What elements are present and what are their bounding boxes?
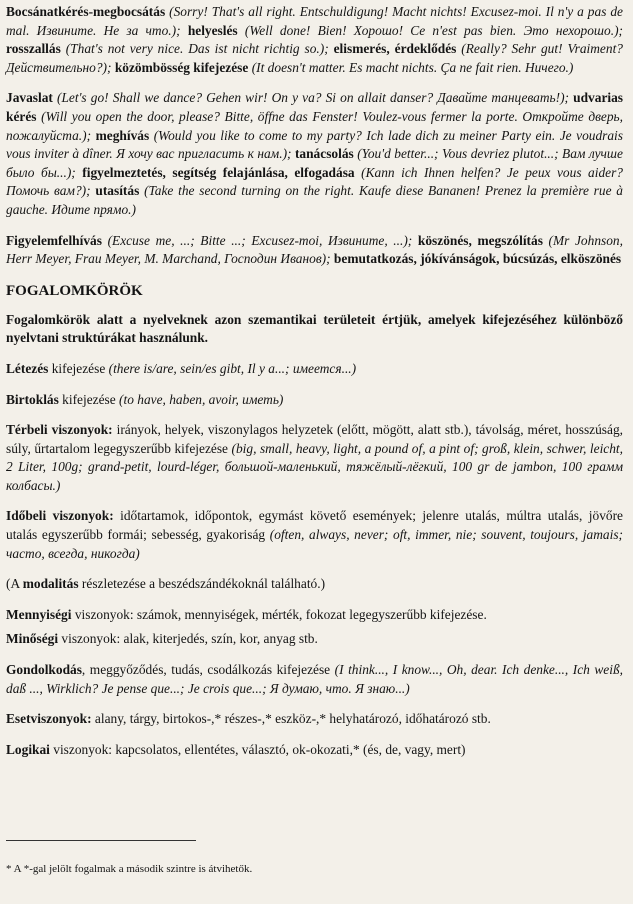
italic-example: (It doesn't matter. Es macht nichts. Ça ne fait rien. Ничего.) (251, 59, 574, 75)
bold-term: Mennyiségi (6, 606, 72, 622)
bold-term: Időbeli viszonyok: (6, 508, 114, 524)
text-run: (A (6, 576, 23, 592)
italic-example: (Mr Johnson, Herr Meyer, Frau Meyer, M. Marchand, Господин Иванов); (6, 232, 623, 267)
bold-term: Létezés (6, 360, 49, 376)
bold-term: Figyelemfelhívás (6, 232, 102, 248)
text-run: részletezése a beszédszándékoknál található.) (78, 576, 326, 592)
paragraph-modality-note (6, 575, 623, 594)
bold-term: rosszallás (6, 41, 61, 57)
paragraph-thinking (6, 661, 623, 698)
italic-example: (Take the second turning on the right. Kaufe diese Bananen! Prenez la première rue à gauche. Идите прямо.) (6, 183, 623, 217)
bold-term: közömbösség kifejezése (114, 59, 249, 75)
italic-example: (Well done! Bien! Хорошо! Ce n'est pas bien. Это нехорошо.); (244, 22, 624, 38)
paragraph-definition (6, 311, 623, 348)
paragraph-spatial-relations (6, 421, 623, 495)
paragraph-temporal-relations (6, 507, 623, 563)
text-run: alany, tárgy, birtokos-,* részes-,* eszköz-,* helyhatározó, időhatározó stb. (91, 711, 491, 727)
paragraph-communicative-functions-2 (6, 89, 623, 219)
bold-term: bemutatkozás, jókívánságok, búcsúzás, elköszönés (333, 251, 622, 267)
bold-term: Térbeli viszonyok: (6, 422, 113, 438)
italic-example: (there is/are, sein/es gibt, Il y a...; имеется...) (108, 360, 357, 376)
italic-example: (Kann ich Ihnen helfen? Je peux vous aider? Помочь вам?); (6, 164, 623, 199)
paragraph-possession (6, 391, 623, 410)
bold-term: Gondolkodás (6, 662, 82, 678)
italic-example: (to have, haben, avoir, иметь) (119, 391, 284, 407)
bold-term: elismerés, érdeklődés (333, 41, 457, 57)
paragraph-case-relations (6, 710, 623, 729)
bold-term: köszönés, megszólítás (417, 232, 543, 248)
bold-term: tanácsolás (294, 146, 354, 162)
italic-example: (big, small, heavy, light, a pound of, a pint of; groß, klein, schwer, leicht, 2 Liter, 100g; grand-petit, lourd-léger, большой-маленький, тяжёлый-лёгкий, 100 gr de jambon, 100 грамм колбасы.) (6, 440, 624, 493)
bold-term: meghívás (95, 127, 150, 143)
bold-term: figyelmeztetés, segítség felajánlása, elfogadása (82, 164, 355, 180)
text-run: időtartamok, időpontok, egymást követő események; jelenre utalás, múltra utalás, jövőre utalás egyszerűbb formái; sebesség, gyakoriság (6, 508, 623, 543)
italic-example: (That's not very nice. Das ist nicht richtig so.); (65, 41, 329, 57)
bold-term: Fogalomkörök alatt a nyelveknek azon szemantikai területeit értjük, amelyek kifejezéséhez különböző nyelvtani struktúrákat használunk. (6, 311, 623, 346)
italic-example: (Would you like to come to my party? Ich lade dich zu meiner Party ein. Je voudrais vous inviter à dîner. Я хочу вас пригласить к нам.); (6, 127, 623, 162)
paragraph-logical-relations (6, 741, 623, 760)
italic-example: (Let's go! Shall we dance? Gehen wir! On y va? Si on allait danser? Давайте танцевать!); (57, 90, 570, 106)
text-run: kifejezése (48, 360, 109, 376)
paragraph-quantity (6, 606, 623, 625)
bold-term: Minőségi (6, 631, 59, 647)
bold-term: udvarias kérés (6, 90, 624, 124)
italic-example: (Sorry! That's all right. Entschuldigung! Macht nichts! Excusez-moi. Il n'y a pas de mal. Извините. Не за что.); (6, 4, 623, 38)
text-run (238, 23, 245, 38)
footnote: * A *-gal jelölt fogalmak a második szintre is átvihetők. (6, 863, 253, 875)
text-run (181, 23, 188, 38)
paragraph-communicative-functions-1 (6, 3, 623, 77)
italic-example: (Excuse me, ...; Bitte ...; Excusez-moi, Извините, ...); (107, 232, 413, 248)
section-heading: FOGALOMKÖRÖK (6, 282, 143, 299)
bold-term: modalitás (22, 576, 79, 592)
paragraph-quality (6, 630, 623, 649)
bold-term: utasítás (95, 183, 140, 199)
text-run: viszonyok: alak, kiterjedés, szín, kor, anyag stb. (58, 631, 318, 647)
italic-example: (often, always, never; oft, immer, nie; souvent, toujours, jamais; часто, всегда, никогда) (6, 527, 623, 561)
bold-term: Logikai (6, 741, 50, 757)
text-run: , meggyőződés, tudás, csodálkozás kifejezése (81, 662, 335, 678)
italic-example: (Will you open the door, please? Bitte, öffne das Fenster! Voulez-vous fermer la porte. Откройте дверь, пожалуйста.); (6, 108, 623, 143)
italic-example: (Really? Sehr gut! Vraiment? Действительно?); (6, 41, 623, 75)
text-run: kifejezése (58, 391, 120, 407)
text-run: viszonyok: kapcsolatos, ellentétes, választó, ok-okozati,* (és, de, vagy, mert) (49, 741, 466, 757)
text-run: viszonyok: számok, mennyiségek, mérték, fokozat legegyszerűbb kifejezése. (71, 606, 487, 622)
text-run: irányok, helyek, viszonylagos helyzetek (előtt, mögött, alatt stb.), távolság, méret, hosszúság, súly, űrtartalom legegyszerűbb kifejezése (6, 422, 624, 456)
footnote-divider (6, 840, 196, 841)
bold-term: Javaslat (6, 90, 53, 106)
paragraph-existence (6, 360, 623, 379)
italic-example: (You'd better...; Vous devriez plutot...; Вам лучше было бы...); (6, 146, 623, 180)
bold-term: Esetviszonyok: (6, 711, 92, 727)
bold-term: helyeslés (187, 22, 238, 38)
italic-example: (I think..., I know..., Oh, dear. Ich denke..., Ich weiß, daß ..., Wirklich? Je pense que...; Je crois que...; Я думаю, что. Я знаю...) (6, 662, 623, 696)
bold-term: Bocsánatkérés-megbocsátás (6, 4, 166, 19)
bold-term: Birtoklás (6, 391, 59, 407)
paragraph-communicative-functions-3 (6, 232, 623, 269)
